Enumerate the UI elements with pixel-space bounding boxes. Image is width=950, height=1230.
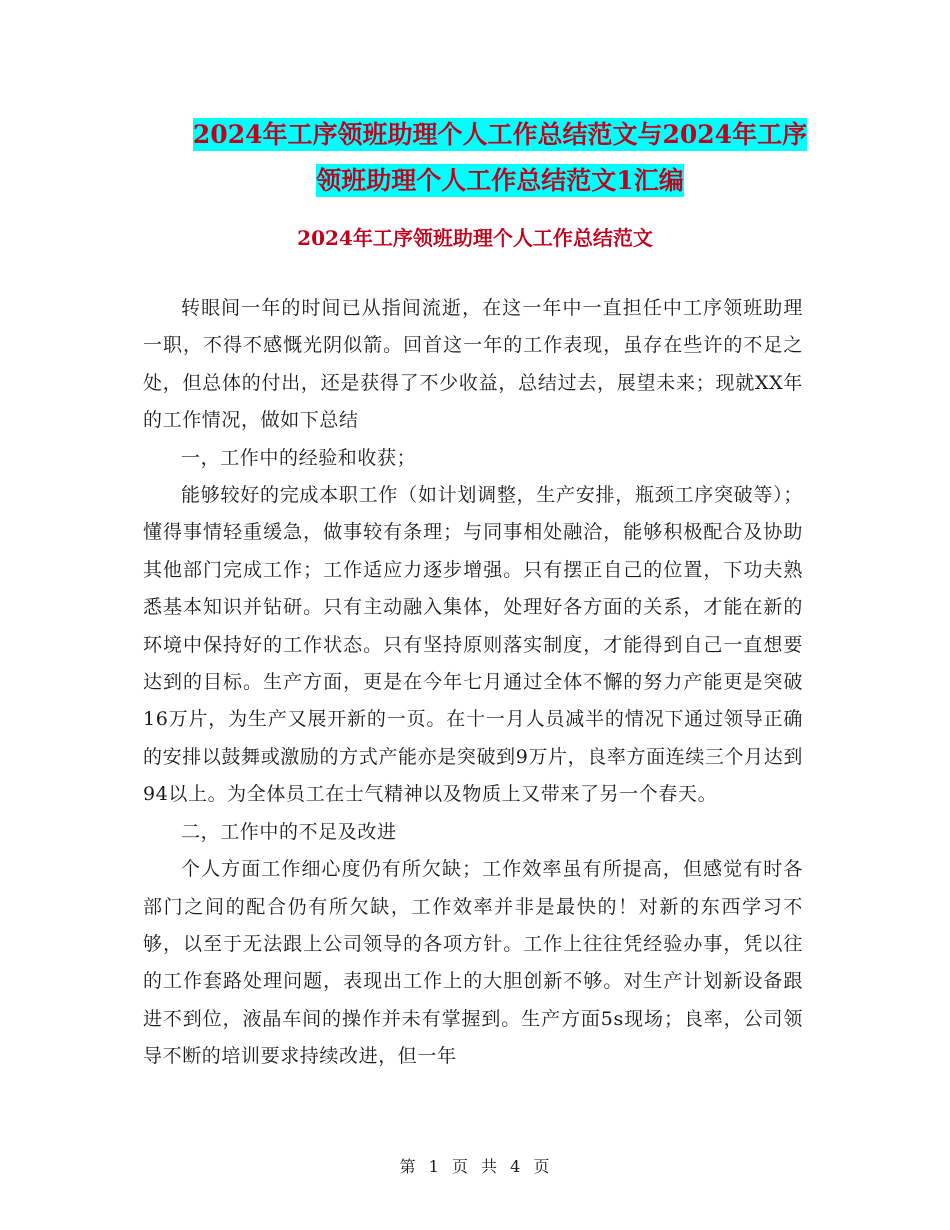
paragraph-shortcomings: 个人方面工作细心度仍有所欠缺；工作效率虽有所提高，但感觉有时各部门之间的配合仍有所欠缺，工作效率并非是最快的！对新的东西学习不够，以至于无法跟上公司领导的各项方针。工作上往往凭经验办事，凭以往的工作套路处理问题，表现出工作上的大胆创新不够。对生产计划新设备跟进不到位，液晶车间的操作并未有掌握到。生产方面5s现场；良率，公司领导不断的培训要求持续改进，但一年 xyxy=(143,858,803,1068)
main-title xyxy=(140,112,860,204)
document-body xyxy=(143,290,803,1076)
footer-gong: 共 xyxy=(481,1157,499,1176)
footer-ye: 页 xyxy=(451,1157,469,1176)
main-title-line2: 领班助理个人工作总结范文1汇编 xyxy=(316,166,684,195)
paragraph-intro: 转眼间一年的时间已从指间流逝，在这一年中一直担任中工序领班助理一职，不得不感慨光阴似箭。回首这一年的工作表现，虽存在些许的不足之处，但总体的付出，还是获得了不少收益，总结过去，展望未来；现就XX年的工作情况，做如下总结 xyxy=(143,297,803,432)
footer-page-current: 1 xyxy=(428,1157,440,1176)
main-title-line1: 2024年工序领班助理个人工作总结范文与2024年工序 xyxy=(192,120,808,149)
footer-di: 第 xyxy=(399,1157,417,1176)
paragraph-experience: 能够较好的完成本职工作（如计划调整，生产安排，瓶颈工序突破等）；懂得事情轻重缓急，做事较有条理；与同事相处融洽，能够积极配合及协助其他部门完成工作；工作适应力逐步增强。只有摆正自己的位置，下功夫熟悉基本知识并钻研。只有主动融入集体，处理好各方面的关系，才能在新的环境中保持好的工作状态。只有坚持原则落实制度，才能得到自己一直想要达到的目标。生产方面，更是在今年七月通过全体不懈的努力产能更是突破16万片，为生产又展开新的一页。在十一月人员减半的情况下通过领导正确的安排以鼓舞或激励的方式产能亦是突破到9万片，良率方面连续三个月达到94以上。为全体员工在士气精神以及物质上又带来了另一个春天。 xyxy=(143,484,803,806)
heading-experience: 一，工作中的经验和收获； xyxy=(181,446,417,469)
footer-page-total: 4 xyxy=(510,1157,522,1176)
page-footer xyxy=(0,1154,950,1177)
footer-ye2: 页 xyxy=(533,1157,551,1176)
heading-shortcomings: 二，工作中的不足及改进 xyxy=(181,820,397,843)
section-title: 2024年工序领班助理个人工作总结范文 xyxy=(297,226,653,250)
